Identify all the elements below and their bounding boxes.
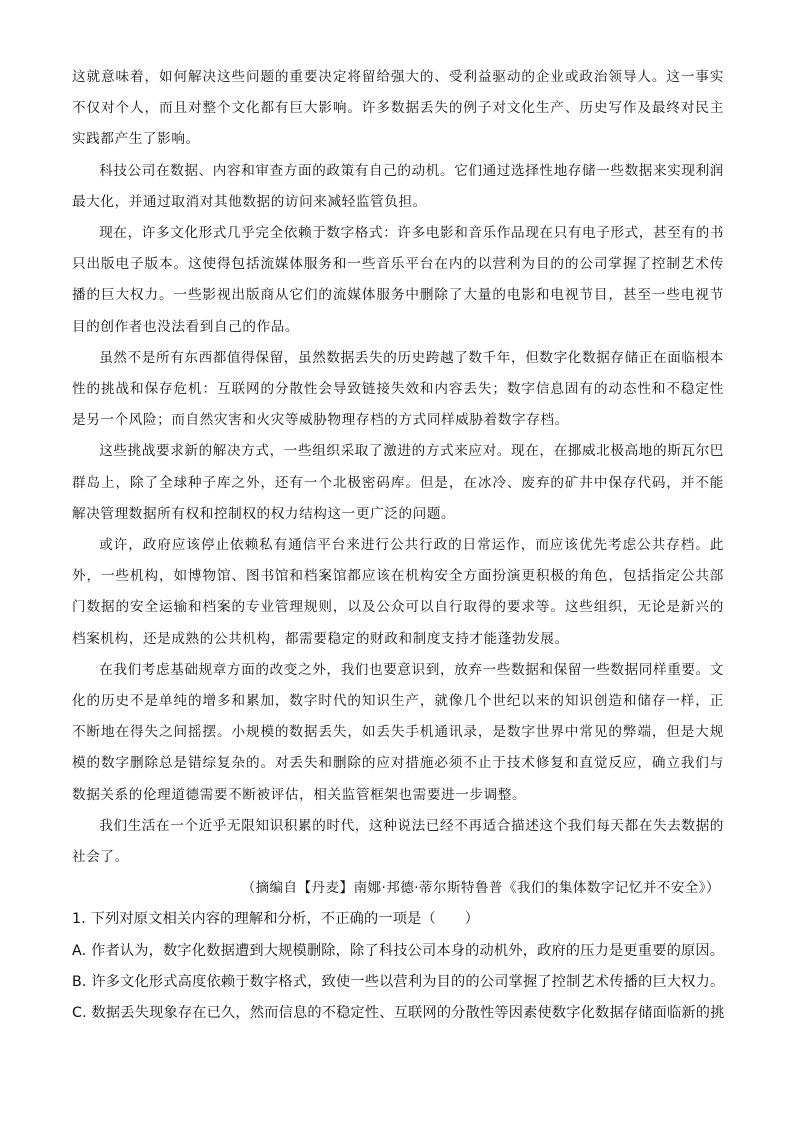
question-stem: 1. 下列对原文相关内容的理解和分析，不正确的一项是（ ） <box>72 911 480 928</box>
article-paragraph: 这些挑战要求新的解决方式，一些组织采取了激进的方式来应对。现在，在挪威北极高地的斯瓦尔巴群岛上，除了全球种子库之外，还有一个北极密码库。但是，在冰冷、废弃的矿井中保存代码，并不能解决管理数据所有权和控制权的权力结构这一更广泛的问题。 <box>72 443 724 522</box>
article-source: （摘编自【丹麦】南娜·邦德·蒂尔斯特鲁普《我们的集体数字记忆并不安全》） <box>241 880 720 897</box>
question-option-b: B. 许多文化形式高度依赖于数字格式，致使一些以营利为目的的公司掌握了控制艺术传播的巨大权力。 <box>72 973 725 990</box>
article-paragraph: 这就意味着，如何解决这些问题的重要决定将留给强大的、受利益驱动的企业或政治领导人。这一事实不仅对个人，而且对整个文化都有巨大影响。许多数据丢失的例子对文化生产、历史写作及最终对民主实践都产生了影响。 <box>72 69 724 148</box>
article-paragraph: 科技公司在数据、内容和审查方面的政策有自己的动机。它们通过选择性地存储一些数据来实现利润最大化，并通过取消对其他数据的访问来减轻监管负担。 <box>72 162 724 210</box>
article-paragraph: 现在，许多文化形式几乎完全依赖于数字格式：许多电影和音乐作品现在只有电子形式，甚至有的书只出版电子版本。这使得包括流媒体服务和一些音乐平台在内的以营利为目的的公司掌握了控制艺术传播的巨大权力。一些影视出版商从它们的流媒体服务中删除了大量的电影和电视节目，甚至一些电视节目的创作者也没法看到自己的作品。 <box>72 225 724 335</box>
article-paragraph: 在我们考虑基础规章方面的改变之外，我们也要意识到，放弃一些数据和保留一些数据同样重要。文化的历史不是单纯的增多和累加，数字时代的知识生产，就像几个世纪以来的知识创造和储存一样，正不断地在得失之间摇摆。小规模的数据丢失，如丢失手机通讯录，是数字世界中常见的弊端，但是大规模的数字删除总是错综复杂的。对丢失和删除的应对措施必须不止于技术修复和直觉反应，确立我们与数据关系的伦理道德需要不断被评估，相关监管框架也需要进一步调整。 <box>72 661 724 803</box>
question-option-c: C. 数据丢失现象存在已久，然而信息的不稳定性、互联网的分散性等因素使数字化数据存储面临新的挑 <box>72 1005 725 1022</box>
article-paragraph: 虽然不是所有东西都值得保留，虽然数据丢失的历史跨越了数千年，但数字化数据存储正在面临根本性的挑战和保存危机：互联网的分散性会导致链接失效和内容丢失；数字信息固有的动态性和不稳定性是另一个风险；而自然灾害和火灾等威胁物理存档的方式同样威胁着数字存档。 <box>72 349 724 429</box>
article-paragraph: 我们生活在一个近乎无限知识积累的时代，这种说法已经不再适合描述这个我们每天都在失去数据的社会了。 <box>72 817 724 866</box>
article-paragraph: 或许，政府应该停止依赖私有通信平台来进行公共行政的日常运作，而应该优先考虑公共存档。此外，一些机构，如博物馆、图书馆和档案馆都应该在机构安全方面扮演更积极的角色，包括指定公共部门数据的安全运输和档案的专业管理规则，以及公众可以自行取得的要求等。这些组织，无论是新兴的档案机构，还是成熟的公共机构，都需要稳定的财政和制度支持才能蓬勃发展。 <box>72 537 724 647</box>
question-option-a: A. 作者认为，数字化数据遭到大规模删除，除了科技公司本身的动机外，政府的压力是更重要的原因。 <box>72 942 725 959</box>
document-page <box>72 62 724 1029</box>
